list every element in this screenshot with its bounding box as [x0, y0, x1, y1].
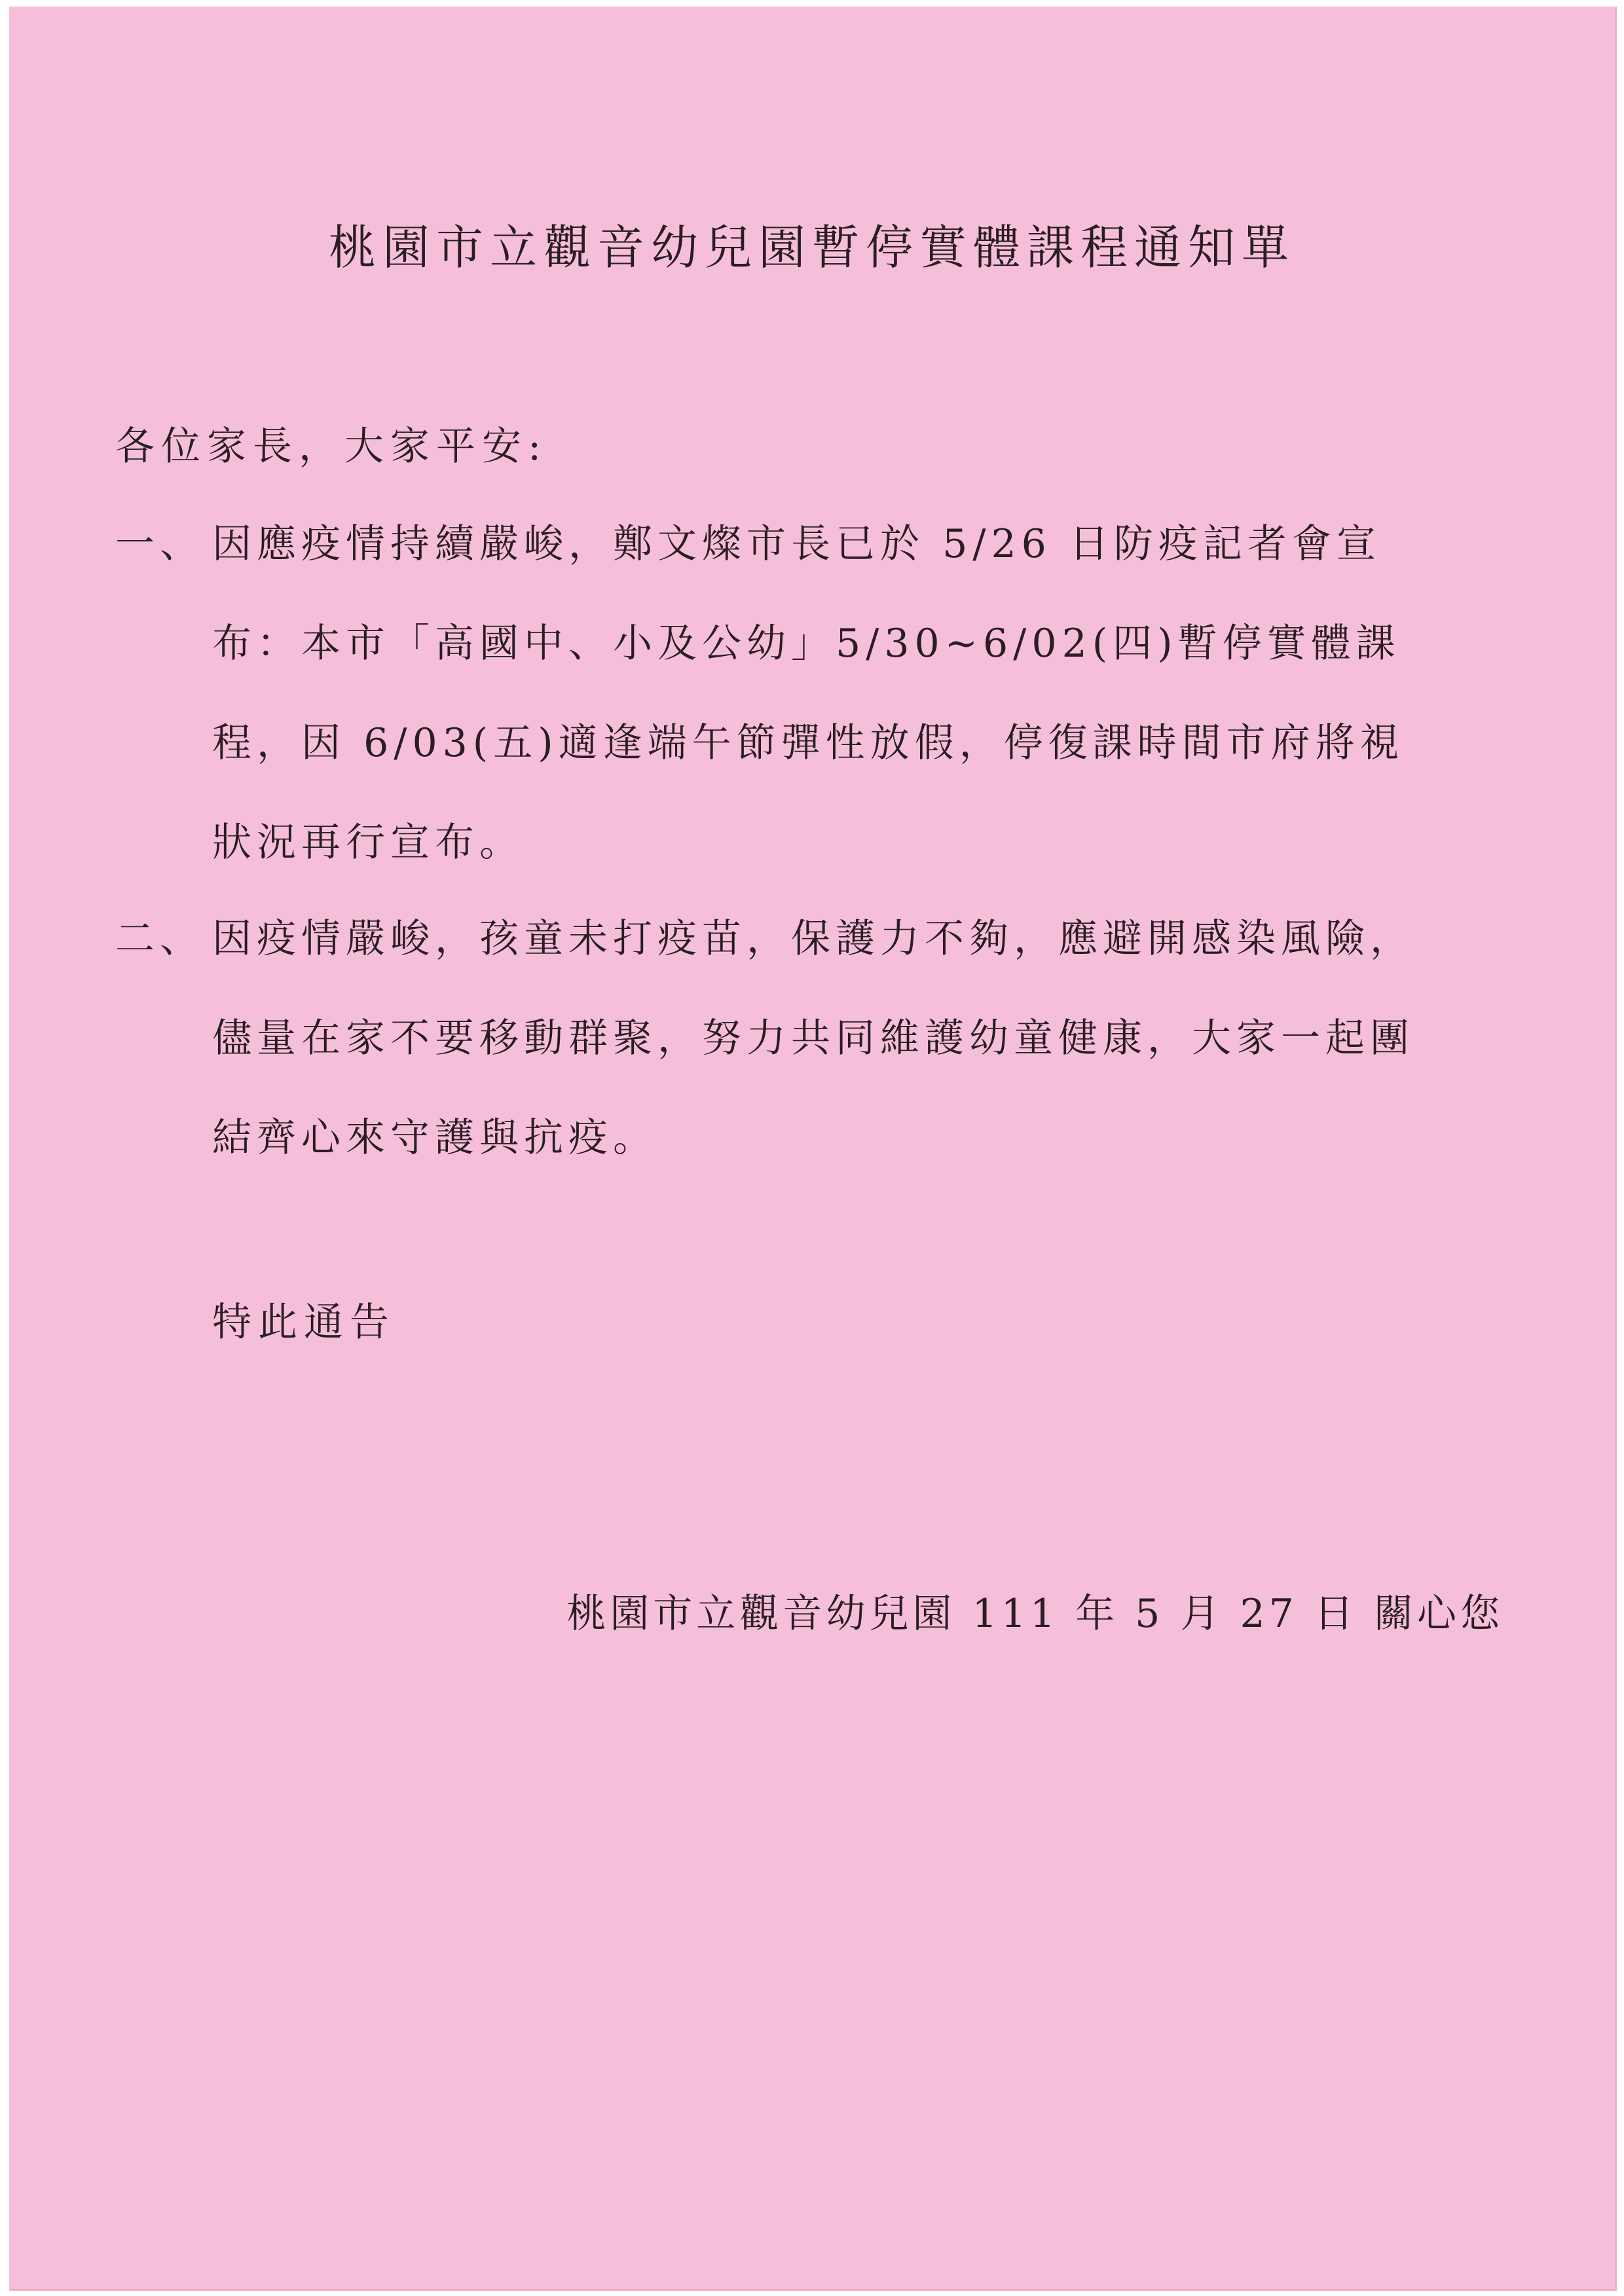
notice-item-2 [115, 889, 1543, 1188]
notice-title: 桃園市立觀音幼兒園暫停實體課程通知單 [328, 220, 1295, 275]
item-line: 狀況再行宣布。 [212, 820, 524, 866]
item-number: 二、 [115, 916, 204, 962]
item-line: 布：本市「高國中、小及公幼」5/30~6/02(四)暫停實體課 [212, 621, 1401, 666]
item-line: 儘量在家不要移動群聚，努力共同維護幼童健康，大家一起團 [212, 1015, 1414, 1061]
notice-item-1 [115, 494, 1543, 892]
notice-sheet [9, 7, 1617, 2291]
item-line: 因應疫情持續嚴峻，鄭文燦市長已於 5/26 日防疫記者會宣 [212, 521, 1381, 567]
item-line: 結齊心來守護與抗疫。 [212, 1115, 657, 1161]
greeting: 各位家長，大家平安: [115, 424, 548, 469]
signature-line: 桃園市立觀音幼兒園 111 年 5 月 27 日 關心您 [566, 1591, 1504, 1637]
item-line: 程，因 6/03(五)適逢端午節彈性放假，停復課時間市府將視 [212, 720, 1405, 766]
item-line: 因疫情嚴峻，孩童未打疫苗，保護力不夠，應避開感染風險， [212, 916, 1414, 962]
closing-remark: 特此通告 [212, 1300, 396, 1345]
item-number: 一、 [115, 521, 204, 567]
